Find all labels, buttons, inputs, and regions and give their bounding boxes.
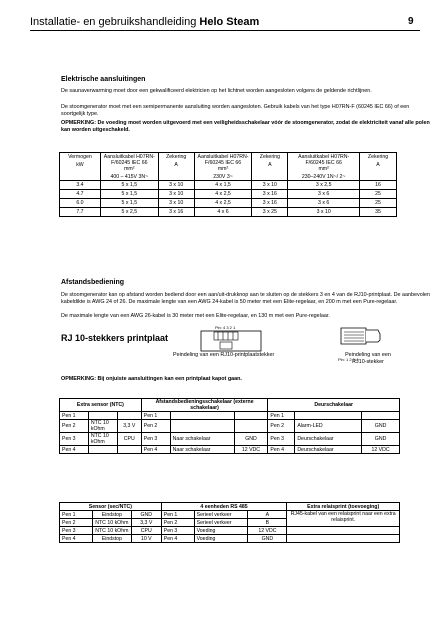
table-cell: Pen 1 xyxy=(268,412,295,420)
table-cell xyxy=(88,412,117,420)
table-cell: 6.0 xyxy=(60,199,101,208)
table-cell: CPU xyxy=(131,527,161,535)
table-cell: Voeding xyxy=(194,535,248,543)
table-cell: 35 xyxy=(360,208,397,217)
table-cell: Pen 2 xyxy=(161,519,194,527)
table-cell: Naar schakelaar xyxy=(170,433,234,446)
table-cell: Pen 4 xyxy=(60,446,89,454)
power-table-header xyxy=(60,153,397,181)
table-cell: NTC 10 kOhm xyxy=(92,519,131,527)
table-cell: NTC 10 kOhm xyxy=(88,420,117,433)
table-cell: 3 x 10 xyxy=(252,181,288,190)
table-cell: GND xyxy=(234,433,268,446)
page-number: 9 xyxy=(408,16,414,27)
table-row xyxy=(60,527,400,535)
electrical-heading: Elektrische aansluitingen xyxy=(61,76,146,83)
table-cell: Pen 2 xyxy=(60,420,89,433)
power-table-header-cell xyxy=(100,153,158,181)
table-cell xyxy=(287,535,400,543)
table-cell: GND xyxy=(362,420,400,433)
table-cell: 12 VDC xyxy=(234,446,268,454)
remote-heading: Afstandsbediening xyxy=(61,279,125,286)
power-table-header-cell xyxy=(158,153,194,181)
header-line1: Zekering xyxy=(367,154,389,160)
table-cell: 3,3 V xyxy=(131,519,161,527)
table-cell: Pen 2 xyxy=(60,519,93,527)
remote-switch-title: Afstandsbedieningsschakelaar (externe schakelaar) xyxy=(141,399,268,412)
table-cell xyxy=(234,420,268,433)
table-cell: GND xyxy=(131,511,161,519)
connection-table-2-body xyxy=(60,511,400,543)
electrical-warning xyxy=(61,120,431,134)
table-cell: 10 V xyxy=(131,535,161,543)
table-cell: 5 x 2,5 xyxy=(100,208,158,217)
table-cell: Pen 1 xyxy=(60,412,89,420)
table-row xyxy=(60,446,400,454)
table-cell: 5 x 1,5 xyxy=(100,190,158,199)
header-line1: Vermogen xyxy=(68,154,92,160)
table-row xyxy=(60,181,397,190)
power-table-header-cell xyxy=(252,153,288,181)
table-row xyxy=(60,412,400,420)
header-line3: 230–240V 1N~/ 2~ xyxy=(301,174,346,180)
table-cell: 4 x 2,5 xyxy=(194,199,252,208)
table-cell: Eindstop xyxy=(92,535,131,543)
electrical-paragraph-2: De stoomgenerator moet met een semipermanente aansluiting worden aangesloten. Gebruik kabels van het type H07RN-F (60245 IEC 66) of een soortgelijk type. xyxy=(61,104,410,117)
table-cell: 5 x 1,5 xyxy=(100,199,158,208)
header-divider xyxy=(30,30,420,31)
power-table-header-cell xyxy=(360,153,397,181)
table-cell: Naar schakelaar xyxy=(170,446,234,454)
table-cell: Pen 1 xyxy=(141,412,170,420)
header-product-name: Helo Steam xyxy=(199,16,260,28)
table-cell: Pen 3 xyxy=(161,527,194,535)
table-cell xyxy=(170,420,234,433)
table-cell: CPU xyxy=(117,433,141,446)
table-row xyxy=(60,420,400,433)
header-line3: 400 – 415V 3N~ xyxy=(110,174,149,180)
header-line2: mm² xyxy=(217,166,229,172)
table-cell: 3 x 6 xyxy=(288,199,360,208)
table-cell: 4 x 1,5 xyxy=(194,181,252,190)
power-table-header-cell xyxy=(288,153,360,181)
table-cell: Pen 1 xyxy=(161,511,194,519)
table-cell: GND xyxy=(248,535,287,543)
table-cell: 12 VDC xyxy=(362,446,400,454)
table-cell: Deurschakelaar xyxy=(295,446,362,454)
table-cell: 3.4 xyxy=(60,181,101,190)
header-line1: Zekering xyxy=(166,154,187,160)
rj10-board-pins-label: Pin: 4 3 2 1 xyxy=(215,325,236,330)
header-line2: mm² xyxy=(318,166,329,172)
table-cell: Pen 3 xyxy=(60,433,89,446)
table-cell: Pen 4 xyxy=(161,535,194,543)
table-cell xyxy=(88,446,117,454)
table-cell: 25 xyxy=(360,190,397,199)
table-cell: 25 xyxy=(360,199,397,208)
table-cell: Pen 4 xyxy=(141,446,170,454)
table-cell: 12 VDC xyxy=(248,527,287,535)
table-cell: Deurschakelaar xyxy=(295,433,362,446)
header-line1: Aansluitkabel H07RN-F/60245 IEC 66 xyxy=(298,154,350,166)
power-table-header-cell xyxy=(60,153,101,181)
table-row xyxy=(60,190,397,199)
remote-paragraph-1: De stoomgenerator kan op afstand worden bediend door een aan/uit-drukknop aan te sluiten op de stekkers 3 en 4 van de RJ10-printplaat. De aanbevolen kabeldikte is AWG 24 of 26. De maximale lengte van een AWG 24-kabel is 50 meter met een Elite-regelaar, en 200 m met een Pure-regelaar. xyxy=(61,292,430,305)
table-cell: Alarm-LED xyxy=(295,420,362,433)
table-cell: 5 x 1,5 xyxy=(100,181,158,190)
connection-table-1-body xyxy=(60,412,400,454)
table-cell: 3 x 6 xyxy=(288,190,360,199)
table-cell: Pen 2 xyxy=(141,420,170,433)
rj10-board-caption: Peindeling van een RJ10-printplaatstekker xyxy=(173,352,275,358)
table-cell: 4 x 2,5 xyxy=(194,190,252,199)
header-line3: A xyxy=(268,162,272,168)
table-cell: 16 xyxy=(360,181,397,190)
table-cell xyxy=(117,446,141,454)
table-cell: Pen 3 xyxy=(268,433,295,446)
table-cell: 3 x 16 xyxy=(252,199,288,208)
remote-paragraph-2: De maximale lengte van een AWG 26-kabel is 30 meter met een Elite-regelaar, en 130 m met een Pure-regelaar. xyxy=(61,313,330,319)
electrical-warning-text: OPMERKING: De voeding moet worden uitgevoerd met een veiligheidsschakelaar vóór de stoomgenerator, zodat de elektriciteit vanaf alle polen kan worden uitgeschakeld. xyxy=(61,120,430,133)
header-line3: 230V 3~ xyxy=(213,174,233,180)
table-cell xyxy=(287,527,400,535)
sensor-title: Sensor (sec/NTC) xyxy=(60,503,162,511)
header-line3: A xyxy=(376,162,380,168)
power-table-header-cell xyxy=(194,153,252,181)
table-cell: 3 x 10 xyxy=(158,190,194,199)
table-cell: GND xyxy=(362,433,400,446)
table-cell: Pen 4 xyxy=(60,535,93,543)
table-cell xyxy=(295,412,362,420)
table-cell: Pen 3 xyxy=(60,527,93,535)
table-row xyxy=(60,433,400,446)
rj10-board-connector-icon xyxy=(200,330,262,352)
table-cell: Serieel verkeer xyxy=(194,511,248,519)
table-cell: Voeding xyxy=(194,527,248,535)
header-title-text: Installatie- en gebruikshandleiding xyxy=(30,16,200,28)
rj10-plug-icon xyxy=(338,322,384,352)
table-cell: Serieel verkeer xyxy=(194,519,248,527)
table-cell: Pen 4 xyxy=(268,446,295,454)
power-table xyxy=(59,152,397,217)
table-cell xyxy=(170,412,234,420)
door-switch-title: Deurschakelaar xyxy=(268,399,400,412)
table-cell: 3,3 V xyxy=(117,420,141,433)
table-cell: Pen 1 xyxy=(60,511,93,519)
table-cell: NTC 10 kOhm xyxy=(92,527,131,535)
page-header-title xyxy=(30,16,259,28)
table-cell: 4.7 xyxy=(60,190,101,199)
table-cell: 4 x 6 xyxy=(194,208,252,217)
table-cell: Eindstop xyxy=(92,511,131,519)
header-line1: Aansluitkabel H07RN-F/60245 IEC 66 xyxy=(197,154,249,166)
table-row xyxy=(60,511,400,519)
rj10-heading: RJ 10-stekkers printplaat xyxy=(61,333,169,343)
extra-sensor-title: Extra sensor (NTC) xyxy=(60,399,142,412)
table-row xyxy=(60,199,397,208)
relais-title: Extra relaisprint (toevoeging) xyxy=(287,503,400,511)
table-cell: 3 x 25 xyxy=(252,208,288,217)
header-line1: Zekering xyxy=(259,154,280,160)
rs485-title: 4 eenheden RS 485 xyxy=(161,503,287,511)
table-cell: A xyxy=(248,511,287,519)
electrical-paragraph-1: De saunaverwarming moet door een gekwalificeerd elektricien op het lichtnet worden aangesloten volgens de geldende richtlijnen. xyxy=(61,88,372,94)
table-cell: B xyxy=(248,519,287,527)
header-line1: Aansluitkabel H07RN-F/60245 IEC 66 xyxy=(103,154,155,166)
table-cell: 3 x 16 xyxy=(252,190,288,199)
rj10-plug-pins-label: Pin: 1 2 3 4 xyxy=(338,357,359,362)
table-cell: 7.7 xyxy=(60,208,101,217)
power-table-body xyxy=(60,181,397,217)
table-cell: 3 x 16 xyxy=(158,208,194,217)
table-cell: 3 x 10 xyxy=(158,181,194,190)
table-cell: NTC 10 kOhm xyxy=(88,433,117,446)
header-line3: A xyxy=(174,162,178,168)
connection-table-1 xyxy=(59,398,400,454)
rj10-warning: OPMERKING: Bij onjuiste aansluitingen kan een printplaat kapot gaan. xyxy=(61,376,242,382)
table-cell xyxy=(117,412,141,420)
relais-note: RJ45-kabel van een relaisprint naar een extra relaisprint. xyxy=(287,511,400,527)
table-cell: Pen 2 xyxy=(268,420,295,433)
table-cell: 3 x 10 xyxy=(288,208,360,217)
table-cell xyxy=(362,412,400,420)
header-line3: kW xyxy=(76,162,84,168)
rj10-plug-caption: Peindeling van een RJ10-stekker xyxy=(345,352,391,365)
table-cell: Pen 3 xyxy=(141,433,170,446)
header-line2: mm² xyxy=(124,166,135,172)
connection-table-2 xyxy=(59,502,400,543)
table-row xyxy=(60,208,397,217)
table-row xyxy=(60,535,400,543)
table-cell: 3 x 2,5 xyxy=(288,181,360,190)
table-cell xyxy=(234,412,268,420)
table-cell: 3 x 10 xyxy=(158,199,194,208)
